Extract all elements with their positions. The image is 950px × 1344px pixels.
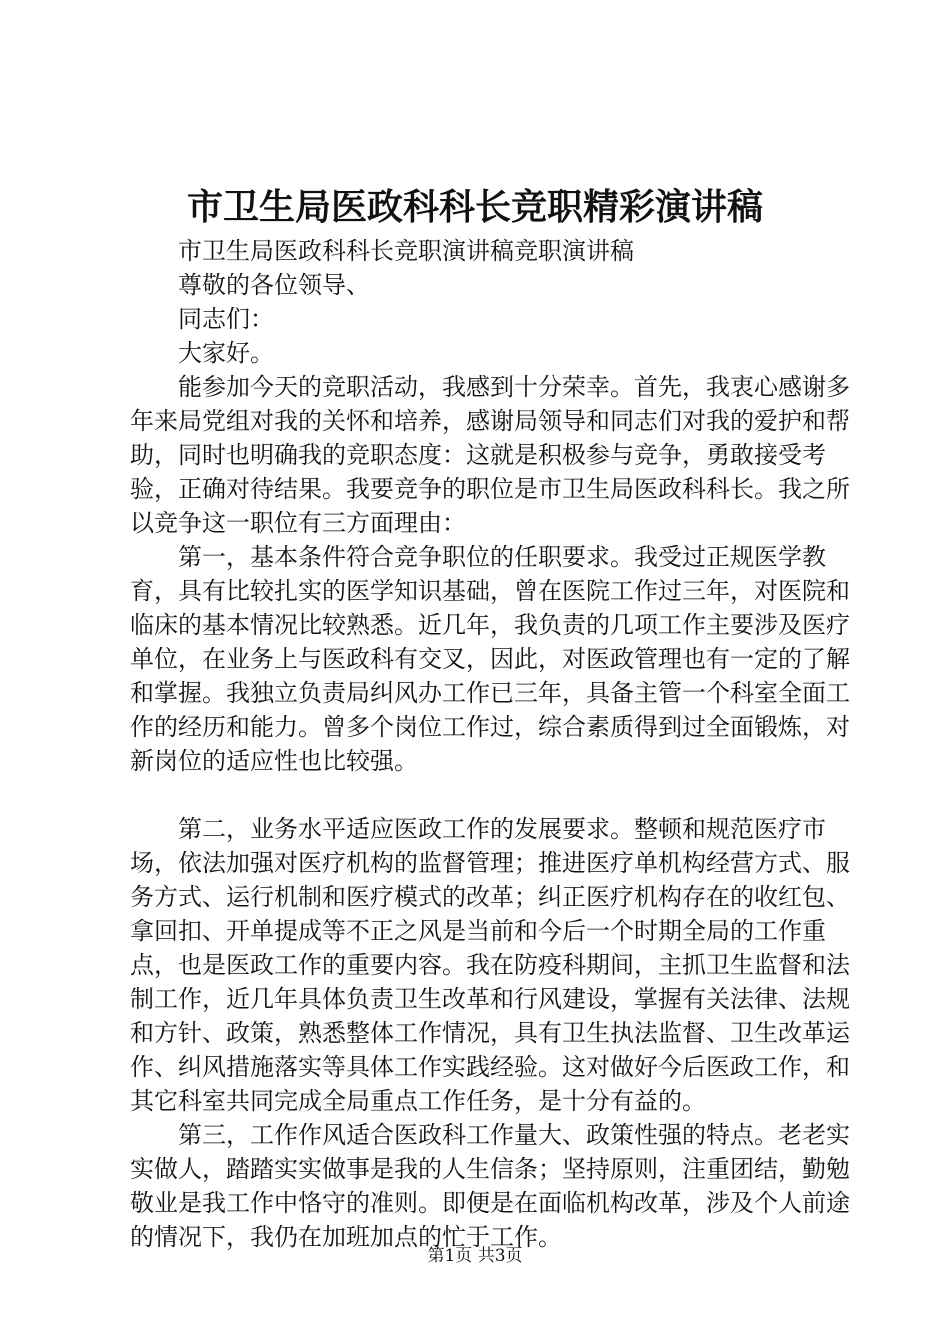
subtitle-line: 市卫生局医政科科长竞职演讲稿竞职演讲稿 [178,237,634,265]
paragraph: 第一，基本条件符合竞争职位的任职要求。我受过正规医学教育，具有比较扎实的医学知识基础，曾在医院工作过三年，对医院和临床的基本情况比较熟悉。近几年，我负责的几项工作主要涉及医疗单位，在业务上与医政科有交叉，因此，对医政管理也有一定的了解和掌握。我独立负责局纠风办工作已三年，具备主管一个科室全面工作的经历和能力。曾多个岗位工作过，综合素质得到过全面锻炼，对新岗位的适应性也比较强。 [130,543,850,775]
document-body [130,234,850,1254]
paragraph-spacer [130,778,850,812]
salutation-line: 尊敬的各位领导、 [178,271,370,299]
document-title: 市卫生局医政科科长竞职精彩演讲稿 [186,186,763,228]
greeting-line: 大家好。 [178,339,274,367]
page-number-footer: 第1页 共3页 [427,1246,523,1266]
paragraph: 第三，工作作风适合医政科工作量大、政策性强的特点。老老实实做人，踏踏实实做事是我的人生信条；坚持原则，注重团结，勤勉敬业是我工作中恪守的准则。即便是在面临机构改革，涉及个人前途的情况下，我仍在加班加点的忙于工作。 [130,1121,850,1251]
paragraph: 第二，业务水平适应医政工作的发展要求。整顿和规范医疗市场，依法加强对医疗机构的监督管理；推进医疗单机构经营方式、服务方式、运行机制和医疗模式的改革；纠正医疗机构存在的收红包、拿回扣、开单提成等不正之风是当前和今后一个时期全局的工作重点，也是医政工作的重要内容。我在防疫科期间，主抓卫生监督和法制工作，近几年具体负责卫生改革和行风建设，掌握有关法律、法规和方针、政策，熟悉整体工作情况，具有卫生执法监督、卫生改革运作、纠风措施落实等具体工作实践经验。这对做好今后医政工作，和其它科室共同完成全局重点工作任务，是十分有益的。 [130,815,850,1115]
salutation-line: 同志们： [178,305,274,333]
paragraph: 能参加今天的竞职活动，我感到十分荣幸。首先，我衷心感谢多年来局党组对我的关怀和培养，感谢局领导和同志们对我的爱护和帮助，同时也明确我的竞职态度：这就是积极参与竞争，勇敢接受考验，正确对待结果。我要竞争的职位是市卫生局医政科科长。我之所以竞争这一职位有三方面理由： [130,373,850,537]
